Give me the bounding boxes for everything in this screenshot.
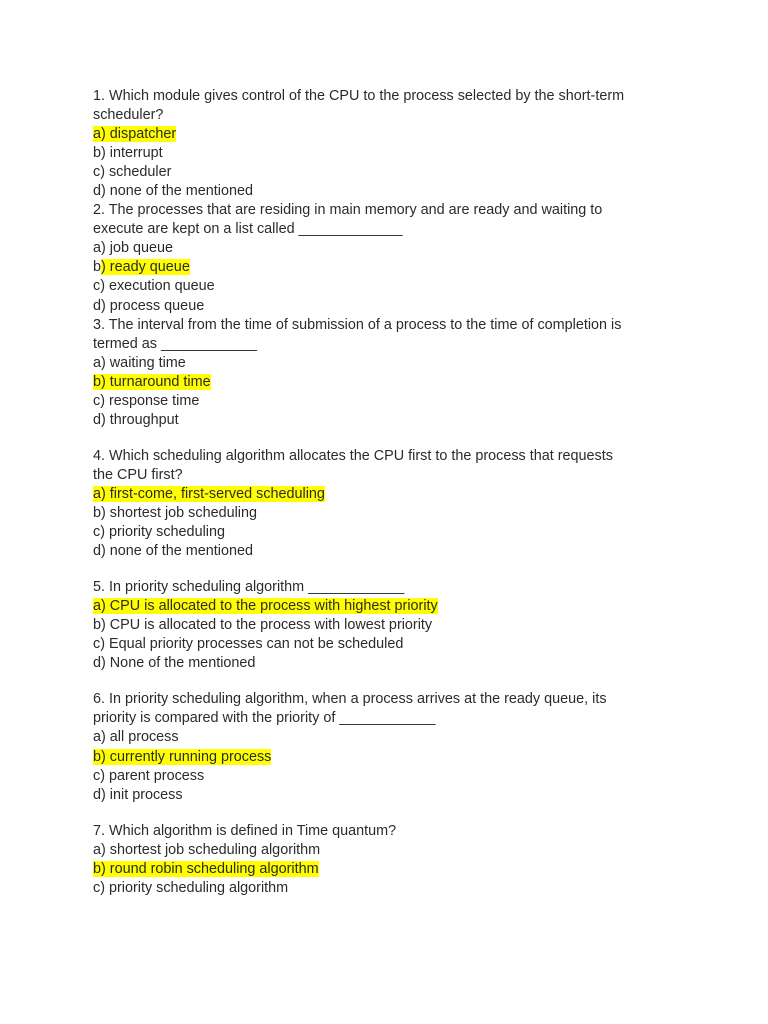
answer-option — [93, 841, 693, 860]
question-text: 3. The interval from the time of submission of a process to the time of completion is — [93, 316, 622, 333]
answer-option — [93, 163, 693, 182]
option-text: d) None of the mentioned — [93, 655, 256, 672]
answer-option — [93, 411, 693, 430]
answer-option — [93, 523, 693, 542]
answer-option — [93, 767, 693, 786]
question-block — [93, 316, 693, 430]
question-block — [93, 447, 693, 561]
answer-option — [93, 597, 693, 616]
option-text: d) throughput — [93, 411, 179, 428]
highlighted-answer: a) dispatcher — [93, 126, 177, 143]
option-text: d) none of the mentioned — [93, 183, 254, 200]
question-text: termed as ____________ — [93, 335, 258, 352]
highlighted-answer: b) currently running process — [93, 748, 272, 765]
document-page — [93, 87, 693, 898]
option-text: d) none of the mentioned — [93, 543, 254, 560]
answer-option — [93, 297, 693, 316]
question-text: 2. The processes that are residing in main memory and are ready and waiting to — [93, 202, 603, 219]
answer-option — [93, 392, 693, 411]
option-text: d) process queue — [93, 297, 205, 314]
answer-option — [93, 277, 693, 296]
answer-option — [93, 182, 693, 201]
option-text: c) response time — [93, 392, 200, 409]
question-block — [93, 822, 693, 898]
blank-line — [93, 430, 693, 447]
option-text: c) scheduler — [93, 164, 172, 181]
option-text: a) job queue — [93, 240, 174, 257]
answer-option — [93, 879, 693, 898]
blank-line — [93, 673, 693, 690]
answer-option — [93, 860, 693, 879]
answer-option — [93, 542, 693, 561]
highlighted-answer: b) round robin scheduling algorithm — [93, 860, 319, 877]
highlighted-answer: a) CPU is allocated to the process with highest priority — [93, 598, 438, 615]
answer-option — [93, 373, 693, 392]
question-text: 7. Which algorithm is defined in Time quantum? — [93, 822, 397, 839]
answer-option — [93, 504, 693, 523]
answer-option — [93, 258, 693, 277]
option-text: c) parent process — [93, 767, 205, 784]
option-text: c) priority scheduling algorithm — [93, 879, 289, 896]
blank-line — [93, 805, 693, 822]
question-block — [93, 201, 693, 315]
option-text: b) shortest job scheduling — [93, 504, 257, 521]
option-text: b) interrupt — [93, 145, 163, 162]
answer-option — [93, 239, 693, 258]
question-text: priority is compared with the priority of ____________ — [93, 710, 436, 727]
question-text: 4. Which scheduling algorithm allocates the CPU first to the process that requests — [93, 447, 613, 464]
answer-option — [93, 654, 693, 673]
option-text: d) init process — [93, 786, 183, 803]
option-text: a) shortest job scheduling algorithm — [93, 841, 321, 858]
blank-line — [93, 561, 693, 578]
answer-option — [93, 144, 693, 163]
answer-option — [93, 354, 693, 373]
question-text: execute are kept on a list called _____________ — [93, 221, 403, 238]
question-block — [93, 690, 693, 804]
option-text: a) waiting time — [93, 354, 186, 371]
option-text: c) priority scheduling — [93, 524, 225, 541]
answer-option — [93, 748, 693, 767]
question-text: 1. Which module gives control of the CPU to the process selected by the short-term — [93, 88, 625, 104]
answer-option — [93, 728, 693, 747]
answer-option — [93, 125, 693, 144]
answer-option — [93, 786, 693, 805]
question-text: the CPU first? — [93, 466, 183, 483]
highlighted-answer: a) first-come, first-served scheduling — [93, 485, 325, 502]
highlighted-answer: ) ready queue — [101, 259, 190, 276]
option-text: c) Equal priority processes can not be scheduled — [93, 636, 404, 653]
option-text: b) CPU is allocated to the process with lowest priority — [93, 617, 433, 634]
question-text: 5. In priority scheduling algorithm ____________ — [93, 579, 405, 596]
highlighted-answer: b) turnaround time — [93, 373, 211, 390]
option-text: c) execution queue — [93, 278, 215, 295]
question-block — [93, 578, 693, 673]
option-text: a) all process — [93, 729, 179, 746]
question-text: 6. In priority scheduling algorithm, when a process arrives at the ready queue, its — [93, 691, 607, 708]
answer-option — [93, 616, 693, 635]
answer-option — [93, 635, 693, 654]
question-text: scheduler? — [93, 107, 164, 124]
question-block — [93, 87, 693, 201]
answer-option — [93, 485, 693, 504]
option-text: b — [93, 259, 102, 276]
